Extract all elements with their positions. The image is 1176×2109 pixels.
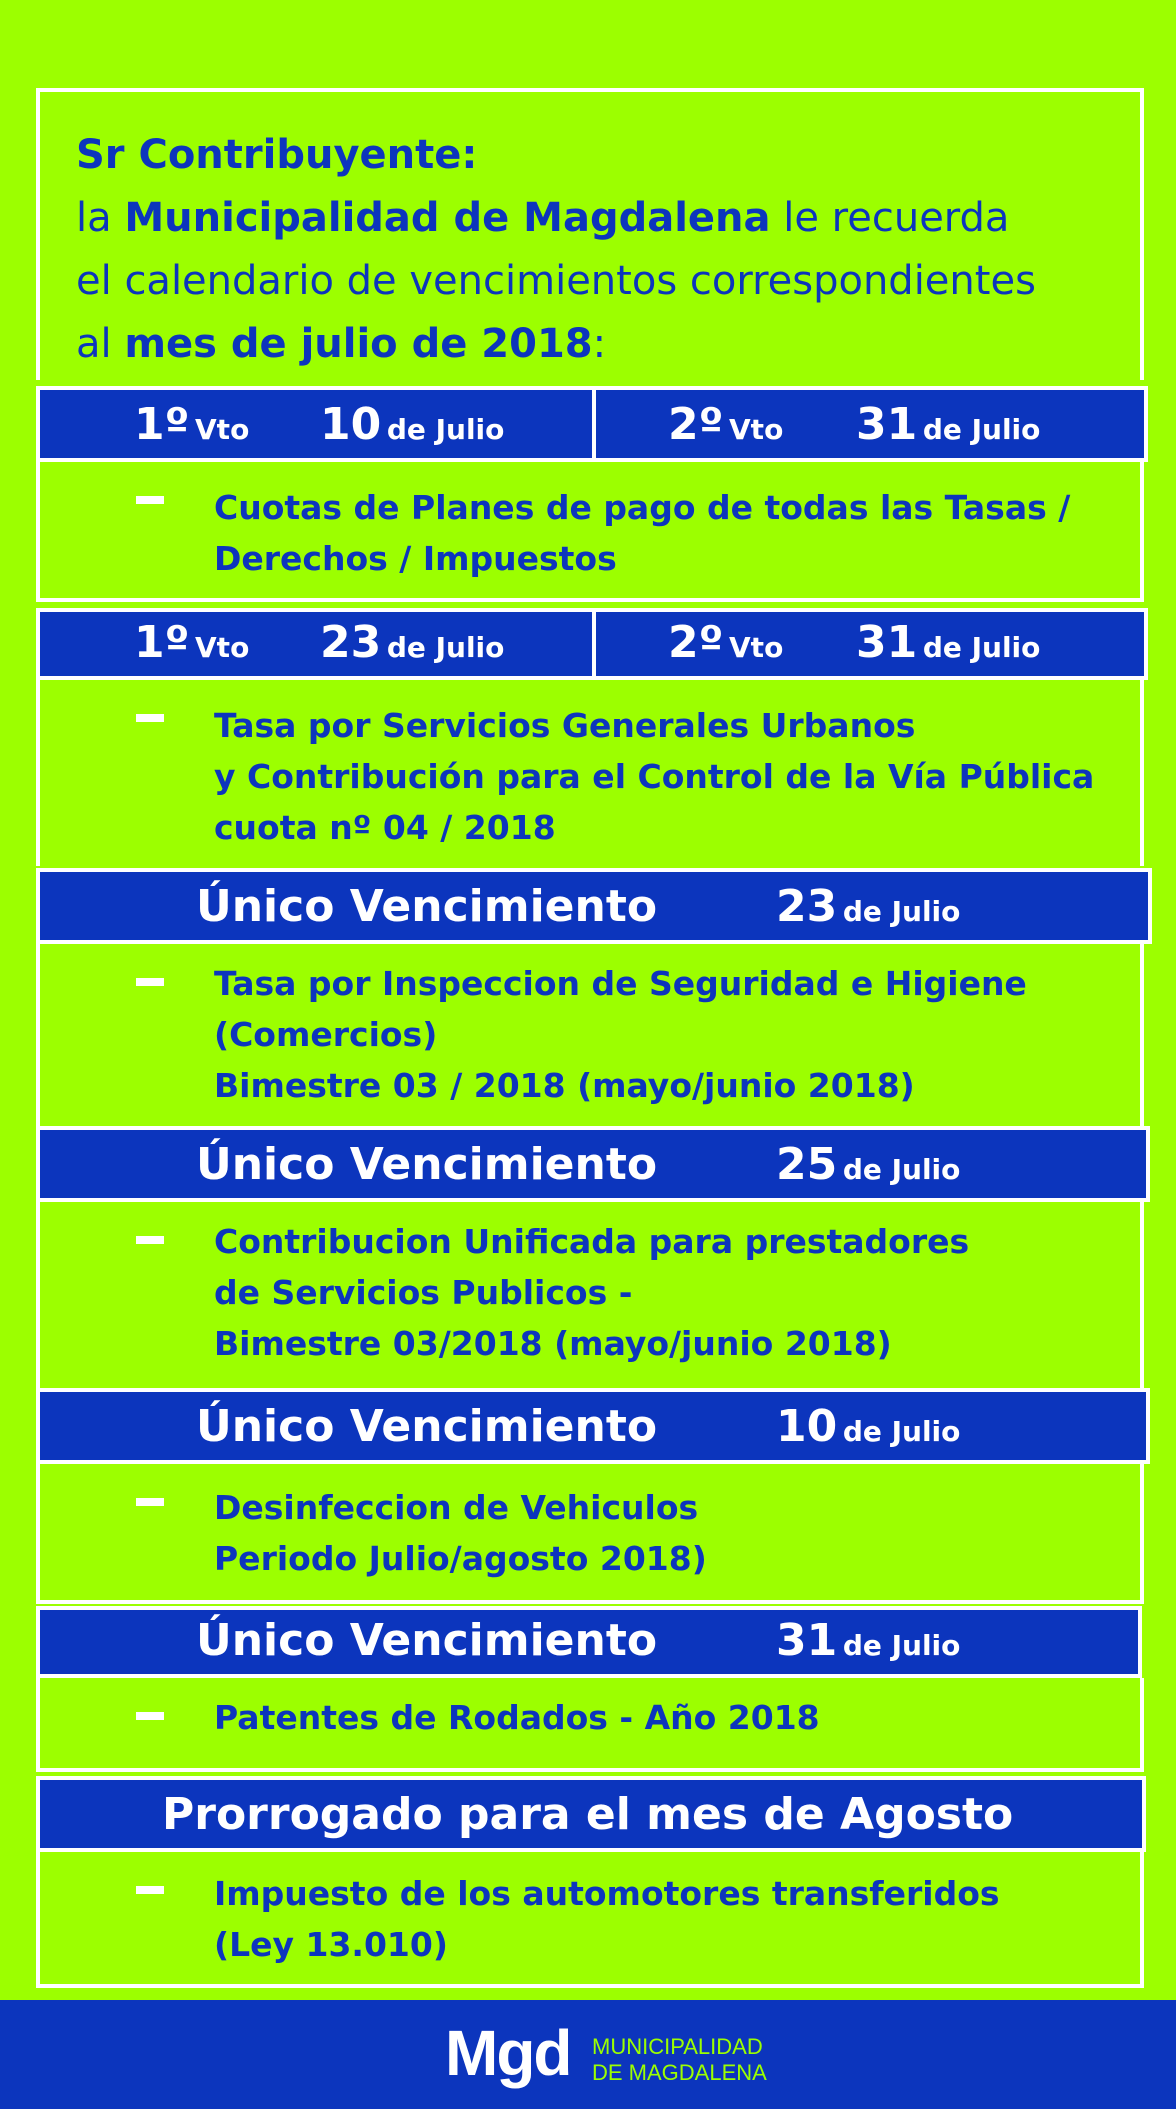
single-due-day: 31 [776, 1615, 838, 1666]
intro-line-2-post: le recuerda [770, 195, 1010, 241]
tax-item-text [214, 1216, 969, 1369]
single-due-day: 23 [776, 881, 838, 932]
tax-item-line: Derechos / Impuestos [214, 539, 617, 578]
tax-item-line: Cuotas de Planes de pago de todas las Tasas / [214, 488, 1071, 527]
tax-item-text [214, 700, 1094, 853]
second-due-number: 2º [668, 399, 724, 450]
intro-line-4 [76, 313, 1140, 376]
vto-label: Vto [729, 413, 784, 446]
footer [0, 2000, 1176, 2109]
tax-item-line: (Comercios) [214, 1015, 438, 1054]
tax-item-line: Bimestre 03 / 2018 (mayo/junio 2018) [214, 1066, 915, 1105]
dash-bullet [136, 1886, 164, 1894]
dash-bullet [136, 1236, 164, 1244]
second-due-number: 2º [668, 617, 724, 668]
tax-item-line: Tasa por Inspeccion de Seguridad e Higiene [214, 964, 1027, 1003]
tax-item [36, 944, 1144, 1126]
single-due-label: Único Vencimiento [196, 1139, 658, 1190]
month-label: de Julio [842, 1629, 961, 1662]
dash-bullet [136, 1712, 164, 1720]
intro-line-3: el calendario de vencimientos correspondientes [76, 258, 1036, 304]
due-date-bar [36, 386, 1148, 462]
month-label: de Julio [386, 631, 505, 664]
tax-item-text [214, 1692, 820, 1743]
tax-item-line: Desinfeccion de Vehiculos [214, 1488, 699, 1527]
tax-item-line: Tasa por Servicios Generales Urbanos [214, 706, 916, 745]
tax-item [36, 1678, 1144, 1772]
single-due-label: Único Vencimiento [196, 1401, 658, 1452]
tax-item [36, 1464, 1144, 1604]
intro-box [36, 88, 1144, 380]
intro-line-2-pre: la [76, 195, 125, 241]
logo-line-2: DE MAGDALENA [592, 2060, 767, 2085]
second-due-day: 31 [856, 399, 918, 450]
month-label: de Julio [386, 413, 505, 446]
month-label: de Julio [922, 413, 1041, 446]
tax-item [36, 680, 1144, 866]
second-due-date [596, 390, 1144, 458]
first-due-day: 23 [320, 617, 382, 668]
intro-municipality-name: Municipalidad de Magdalena [124, 195, 771, 241]
first-due-date [40, 612, 596, 676]
municipality-logo-text [592, 2034, 767, 2086]
dash-bullet [136, 496, 164, 504]
tax-item-line: de Servicios Publicos - [214, 1273, 633, 1312]
municipality-logo-mark: Mgd [445, 2017, 571, 2089]
tax-item [36, 462, 1144, 602]
first-due-day: 10 [320, 399, 382, 450]
logo-line-1: MUNICIPALIDAD [592, 2034, 763, 2059]
dash-bullet [136, 1498, 164, 1506]
single-due-day: 10 [776, 1401, 838, 1452]
vto-label: Vto [729, 631, 784, 664]
tax-item [36, 1852, 1144, 1988]
intro-line-2 [76, 187, 1140, 250]
vto-label: Vto [195, 631, 250, 664]
intro-line-4-post: : [592, 321, 607, 367]
first-due-number: 1º [134, 399, 190, 450]
single-due-date-bar [36, 1126, 1150, 1202]
single-due-date-bar [36, 1388, 1150, 1464]
tax-item-line: Periodo Julio/agosto 2018) [214, 1539, 707, 1578]
dash-bullet [136, 978, 164, 986]
single-due-date-bar [36, 1606, 1142, 1678]
tax-item-line: (Ley 13.010) [214, 1925, 448, 1964]
tax-item-line: cuota nº 04 / 2018 [214, 808, 556, 847]
tax-item [36, 1202, 1144, 1388]
tax-item-line: Impuesto de los automotores transferidos [214, 1874, 1000, 1913]
first-due-date [40, 390, 596, 458]
extension-notice-bar [36, 1776, 1146, 1852]
tax-item-line: Contribucion Unificada para prestadores [214, 1222, 970, 1261]
month-label: de Julio [922, 631, 1041, 664]
intro-line-4-pre: al [76, 321, 125, 367]
extension-notice-title: Prorrogado para el mes de Agosto [162, 1789, 1014, 1840]
single-due-day: 25 [776, 1139, 838, 1190]
single-due-label: Único Vencimiento [196, 881, 658, 932]
second-due-day: 31 [856, 617, 918, 668]
first-due-number: 1º [134, 617, 190, 668]
tax-item-line: Bimestre 03/2018 (mayo/junio 2018) [214, 1324, 892, 1363]
due-date-bar [36, 608, 1148, 680]
tax-item-text [214, 482, 1070, 584]
tax-item-line: Patentes de Rodados - Año 2018 [214, 1698, 820, 1737]
single-due-date-bar [36, 868, 1152, 944]
dash-bullet [136, 714, 164, 722]
intro-month: mes de julio de 2018 [124, 321, 593, 367]
month-label: de Julio [842, 1415, 961, 1448]
intro-greeting: Sr Contribuyente: [76, 132, 478, 178]
tax-item-text [214, 1482, 707, 1584]
tax-item-text [214, 1868, 1000, 1970]
tax-item-line: y Contribución para el Control de la Vía Pública [214, 757, 1095, 796]
month-label: de Julio [842, 895, 961, 928]
tax-item-text [214, 958, 1027, 1111]
single-due-label: Único Vencimiento [196, 1615, 658, 1666]
month-label: de Julio [842, 1153, 961, 1186]
vto-label: Vto [195, 413, 250, 446]
second-due-date [596, 612, 1144, 676]
